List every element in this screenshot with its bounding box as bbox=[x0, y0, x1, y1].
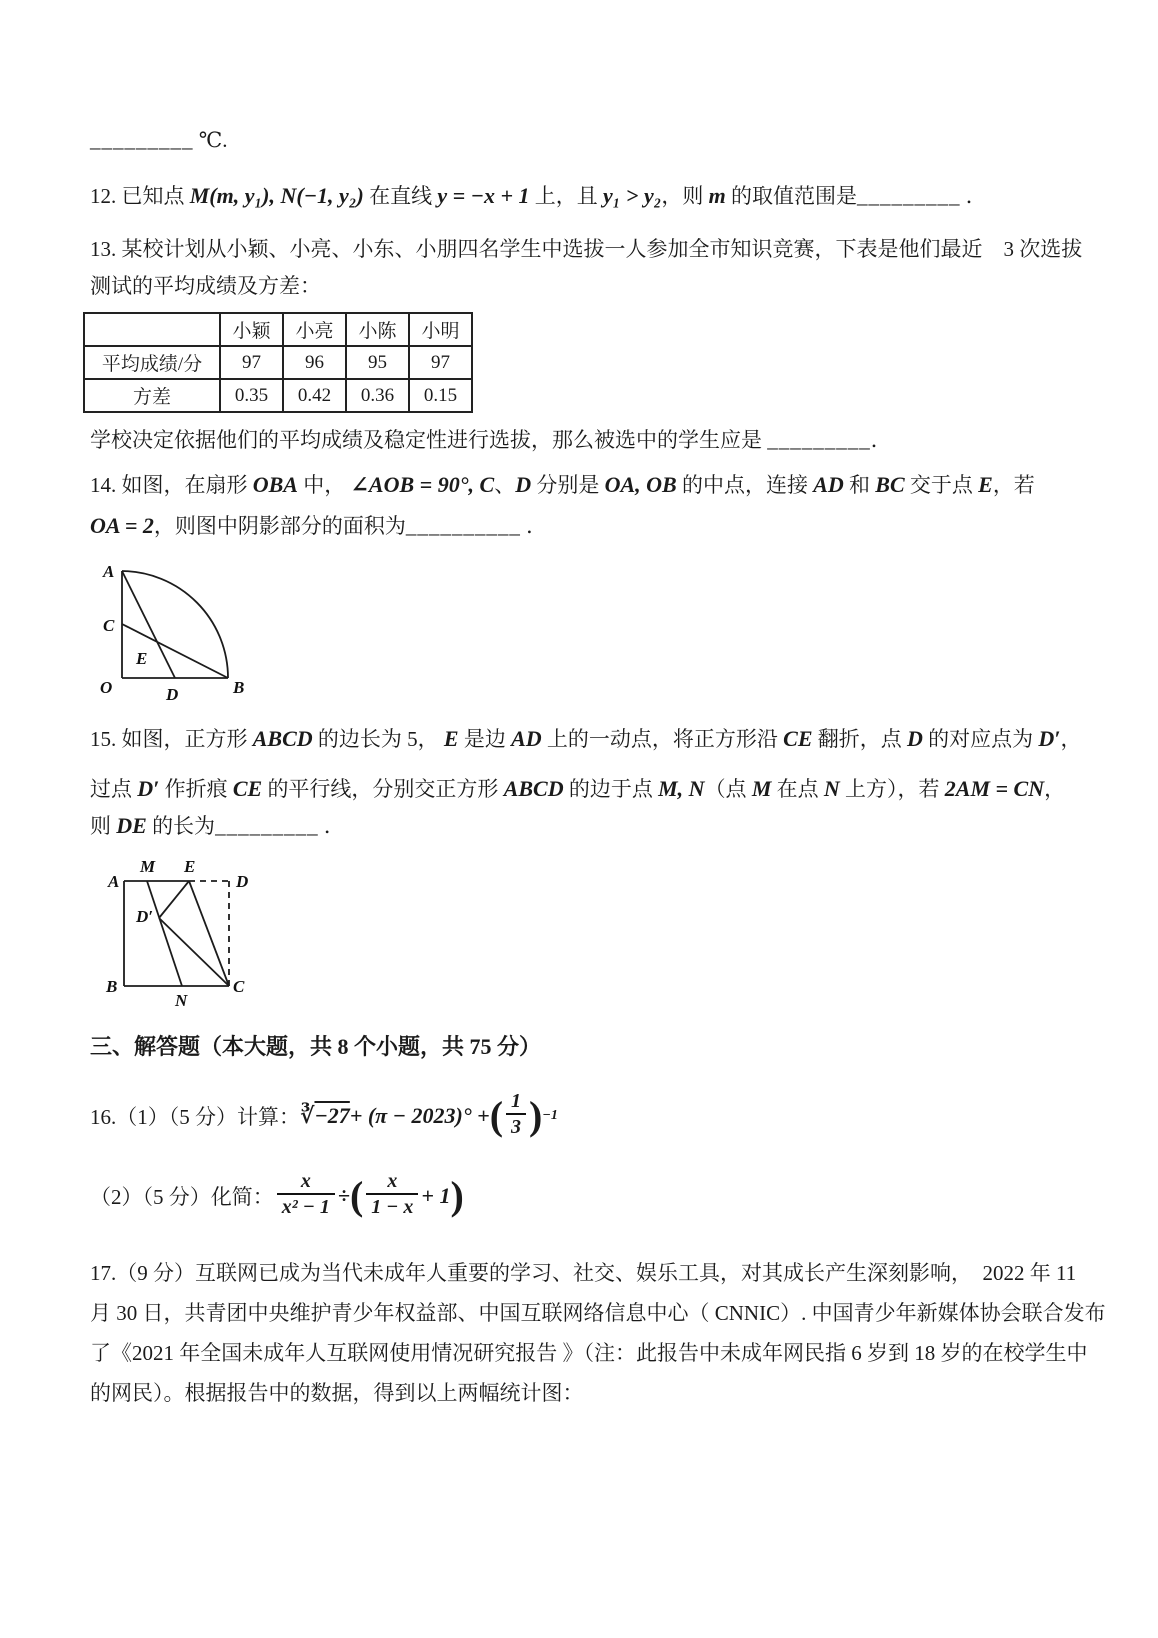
table-header-empty-cell bbox=[84, 313, 220, 346]
point-label-D: D bbox=[236, 872, 249, 891]
table-header-cell: 小明 bbox=[409, 313, 472, 346]
crease-EC bbox=[189, 881, 229, 986]
segment-EDprime bbox=[159, 881, 189, 918]
question-13 bbox=[90, 231, 1083, 305]
sector-figure-svg bbox=[92, 543, 277, 705]
point-label-O: O bbox=[100, 678, 113, 697]
question-15-line3: 则 DE 的长为_________ ． bbox=[90, 813, 345, 838]
point-label-D-prime: D′ bbox=[136, 907, 154, 926]
table-cell: 0.15 bbox=[409, 379, 472, 412]
question-13-conclusion: 学校决定依据他们的平均成绩及稳定性进行选拔，那么被选中的学生应是 _________． bbox=[90, 428, 892, 452]
table-cell: 97 bbox=[220, 346, 283, 379]
q13-score-table bbox=[83, 312, 473, 413]
question-17 bbox=[90, 1253, 1106, 1413]
point-label-A: A bbox=[108, 872, 120, 891]
q11-answer-blank-line: _________ ℃. bbox=[90, 128, 228, 152]
table-cell: 97 bbox=[409, 346, 472, 379]
table-row-variance bbox=[84, 379, 472, 412]
table-row-label: 平均成绩/分 bbox=[84, 346, 220, 379]
point-label-B: B bbox=[233, 678, 245, 697]
point-label-E: E bbox=[136, 649, 148, 668]
point-label-M: M bbox=[140, 857, 156, 876]
table-cell: 0.42 bbox=[283, 379, 346, 412]
table-row-average bbox=[84, 346, 472, 379]
question-14-line2: OA = 2，则图中阴影部分的面积为__________ ． bbox=[90, 513, 548, 538]
question-17-line1: 17.（9 分）互联网已成为当代未成年人重要的学习、社交、娱乐工具，对其成长产生深刻影响， 2022 年 11 bbox=[90, 1261, 1077, 1285]
point-label-A: A bbox=[103, 562, 115, 581]
question-17-line3: 了《2021 年全国未成年人互联网使用情况研究报告 》（注：此报告中未成年网民指 6 岁到 18 岁的在校学生中 bbox=[90, 1341, 1088, 1365]
table-header-row bbox=[84, 313, 472, 346]
table-cell: 96 bbox=[283, 346, 346, 379]
question-15 bbox=[90, 714, 1082, 814]
section-3-header: 三、解答题（本大题，共 8 个小题，共 75 分） bbox=[90, 1034, 542, 1059]
table-header-cell: 小颖 bbox=[220, 313, 283, 346]
question-13-line1: 13. 某校计划从小颖、小亮、小东、小朋四名学生中选拔一人参加全市知识竞赛，下表是他们最近 3 次选拔 bbox=[90, 237, 1083, 261]
table-cell: 0.36 bbox=[346, 379, 409, 412]
table-row-label: 方差 bbox=[84, 379, 220, 412]
question-16-part1: 16.（1）（5 分）计算： ∛ −27 + (π − 2023)° + ( $\frac{1}{3}$ ) −1 bbox=[90, 1090, 558, 1138]
point-label-C: C bbox=[103, 616, 115, 635]
point-label-C: C bbox=[233, 977, 245, 996]
point-label-E: E bbox=[184, 857, 196, 876]
point-label-D: D bbox=[166, 685, 179, 704]
table-header-cell: 小亮 bbox=[283, 313, 346, 346]
segment-AD bbox=[122, 571, 175, 678]
table-cell: 0.35 bbox=[220, 379, 283, 412]
question-17-line4: 的网民）。根据报告中的数据，得到以上两幅统计图： bbox=[90, 1381, 584, 1405]
point-label-B: B bbox=[106, 977, 118, 996]
question-17-line2: 月 30 日，共青团中央维护青少年权益部、中国互联网络信息中心（ CNNIC）. 中国青少年新媒体协会联合发布 bbox=[90, 1301, 1106, 1325]
square-fold-figure-svg bbox=[96, 853, 271, 1015]
question-15-line1: 15. 如图，正方形 ABCD 的边长为 5， E 是边 AD 上的一动点，将正方形沿 CE 翻折，点 D 的对应点为 D′， bbox=[90, 726, 1082, 751]
question-15-line2: 过点 D′ 作折痕 CE 的平行线，分别交正方形 ABCD 的边于点 M, N（点 M 在点 N 上方），若 2AM = CN， bbox=[90, 776, 1066, 801]
question-14-line1: 14. 如图，在扇形 OBA 中， ∠AOB = 90°, C、D 分别是 OA, OB 的中点，连接 AD 和 BC 交于点 E，若 bbox=[90, 472, 1035, 497]
point-label-N: N bbox=[175, 991, 188, 1010]
table-cell: 95 bbox=[346, 346, 409, 379]
table-header-cell: 小陈 bbox=[346, 313, 409, 346]
question-12: 12. 已知点 M(m, y₁), N(−1, y₂) 在直线 y = −x + 1 上，且 y₁ > y₂，则 m 的取值范围是_________ ． bbox=[90, 183, 987, 208]
question-13-line2: 测试的平均成绩及方差： bbox=[90, 274, 321, 298]
segment-DprimeC bbox=[159, 918, 229, 986]
question-16-part2: （2）（5 分）化简： $\frac{x}{\text{x² − 1}}$ ÷ ( $\frac{x}{1 - x}$ + 1 ) bbox=[90, 1170, 464, 1218]
